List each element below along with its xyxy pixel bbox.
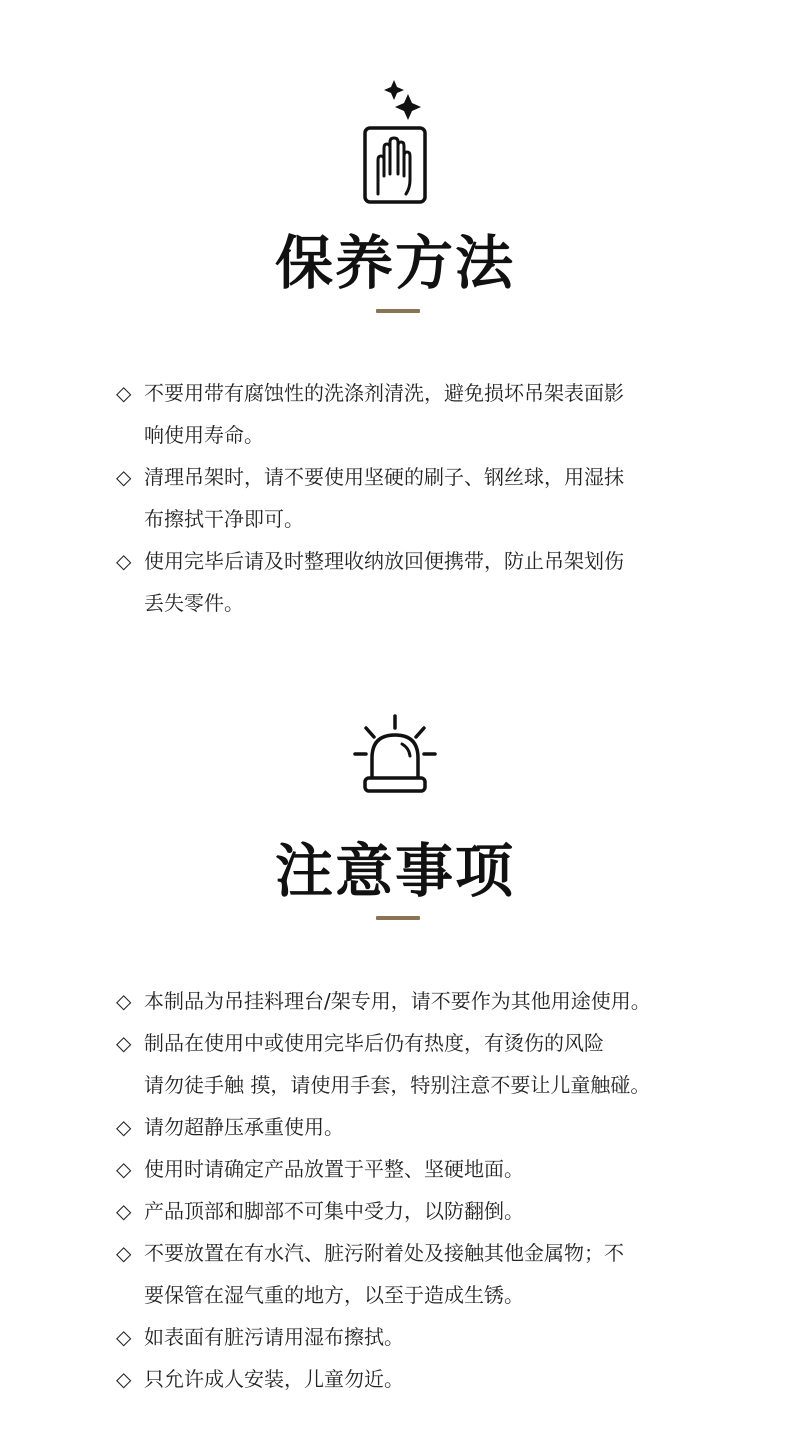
diamond-bullet-icon: ◇ xyxy=(116,381,132,405)
list-item: ◇ 使用完毕后请及时整理收纳放回便携带，防止吊架划伤 xyxy=(116,540,624,582)
list-item: ◇ 使用时请确定产品放置于平整、坚硬地面。 xyxy=(116,1148,651,1190)
diamond-bullet-icon: ◇ xyxy=(116,1031,132,1055)
care-list xyxy=(116,372,624,624)
diamond-bullet-icon: ◇ xyxy=(116,465,132,489)
diamond-bullet-icon: ◇ xyxy=(116,1199,132,1223)
list-item: ◇ 产品顶部和脚部不可集中受力，以防翻倒。 xyxy=(116,1190,651,1232)
list-item: ◇ 不要放置在有水汽、脏污附着处及接触其他金属物；不 xyxy=(116,1232,651,1274)
list-item-continuation: 要保管在湿气重的地方，以至于造成生锈。 xyxy=(144,1283,524,1307)
diamond-bullet-icon: ◇ xyxy=(116,549,132,573)
list-item: ◇ 如表面有脏污请用湿布擦拭。 xyxy=(116,1316,651,1358)
diamond-bullet-icon: ◇ xyxy=(116,989,132,1013)
notes-section-title: 注意事项 xyxy=(274,837,515,905)
care-section-title: 保养方法 xyxy=(274,229,515,297)
diamond-bullet-icon: ◇ xyxy=(116,1325,132,1349)
diamond-bullet-icon: ◇ xyxy=(116,1367,132,1391)
list-item-continuation: 请勿徒手触 摸，请使用手套，特别注意不要让儿童触碰。 xyxy=(144,1073,651,1097)
diamond-bullet-icon: ◇ xyxy=(116,1157,132,1181)
list-item: ◇ 制品在使用中或使用完毕后仍有热度，有烫伤的风险 xyxy=(116,1022,651,1064)
notes-title-underline xyxy=(376,916,420,920)
list-item: ◇ 请勿超静压承重使用。 xyxy=(116,1106,651,1148)
list-item: ◇ 只允许成人安装，儿童勿近。 xyxy=(116,1358,651,1400)
list-item: ◇ 本制品为吊挂料理台/架专用，请不要作为其他用途使用。 xyxy=(116,980,651,1022)
list-item: ◇ 不要用带有腐蚀性的洗涤剂清洗，避免损坏吊架表面影 xyxy=(116,372,624,414)
list-item-continuation: 布擦拭干净即可。 xyxy=(144,507,304,531)
diamond-bullet-icon: ◇ xyxy=(116,1115,132,1139)
list-item-continuation: 丢失零件。 xyxy=(144,591,244,615)
care-title-underline xyxy=(376,309,420,313)
notes-list xyxy=(116,980,651,1400)
list-item: ◇ 清理吊架时，请不要使用坚硬的刷子、钢丝球，用湿抹 xyxy=(116,456,624,498)
cleaning-glove-icon xyxy=(356,76,436,206)
alarm-light-icon xyxy=(352,712,438,796)
diamond-bullet-icon: ◇ xyxy=(116,1241,132,1265)
list-item-continuation: 响使用寿命。 xyxy=(144,423,264,447)
